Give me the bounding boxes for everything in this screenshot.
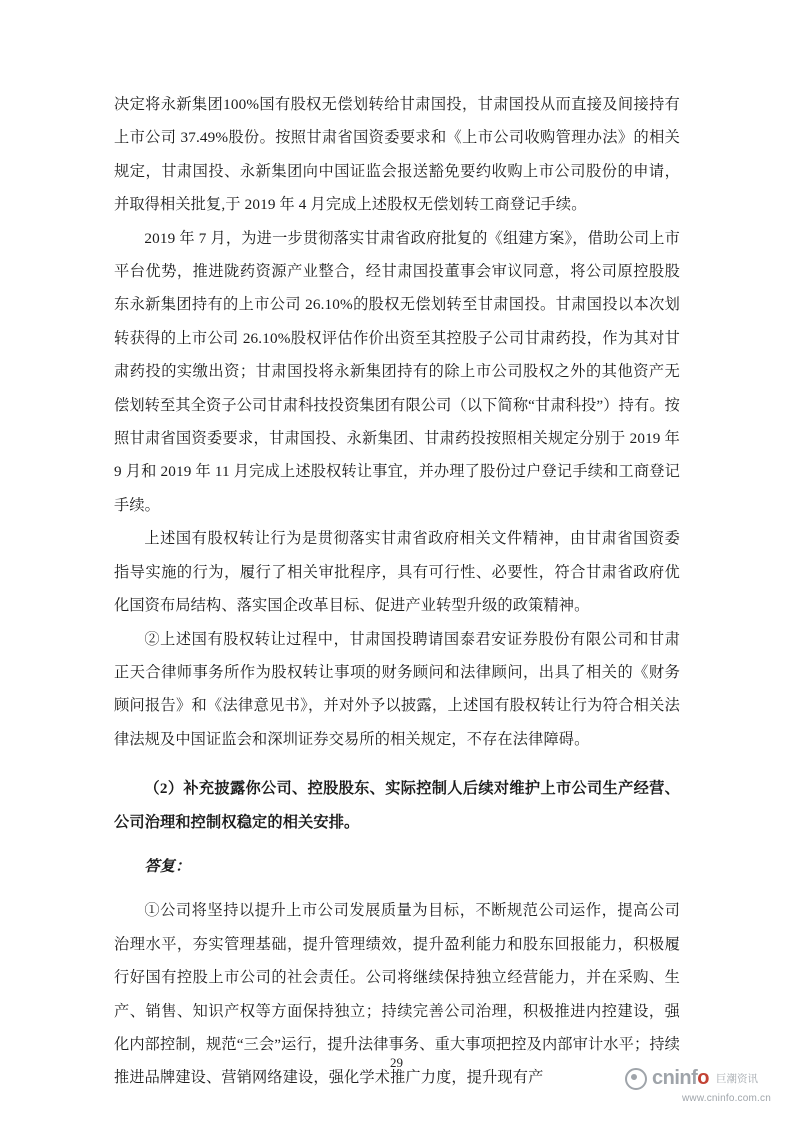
paragraph-5: ①公司将坚持以提升上市公司发展质量为目标，不断规范公司运作，提高公司治理水平，夯实管理基础，提升管理绩效，提升盈利能力和股东回报能力，积极履行好国有控股上市公司的社会责任。公司将继续保持独立经营能力，并在采购、生产、销售、知识产权等方面保持独立；持续完善公司治理，积极推进内控建设，强化内部控制，规范“三会”运行，提升法律事务、重大事项把控及内部审计水平；持续推进品牌建设、营销网络建设，强化学术推广力度，提升现有产 (114, 902, 680, 1087)
paragraph-1: 决定将永新集团100%国有股权无偿划转给甘肃国投，甘肃国投从而直接及间接持有上市公司 37.49%股份。按照甘肃省国资委要求和《上市公司收购管理办法》的相关规定，甘肃国投、永新集团向中国证监会报送豁免要约收购上市公司股份的申请，并取得相关批复,于 2019 年 4 月完成上述股权无偿划转工商登记手续。 (114, 96, 680, 214)
watermark-url: www.cninfo.com.cn (682, 1093, 771, 1104)
watermark (625, 1067, 771, 1104)
paragraph-3: 上述国有股权转让行为是贯彻落实甘肃省政府相关文件精神，由甘肃省国资委指导实施的行为，履行了相关审批程序，具有可行性、必要性，符合甘肃省政府优化国资布局结构、落实国企改革目标、促进产业转型升级的政策精神。 (114, 530, 680, 615)
page-number: 29 (390, 1055, 403, 1070)
paragraph-2: 2019 年 7 月，为进一步贯彻落实甘肃省政府批复的《组建方案》，借助公司上市平台优势，推进陇药资源产业整合，经甘肃国投董事会审议同意，将公司原控股股东永新集团持有的上市公司 26.10%的股权无偿划转至甘肃国投。甘肃国投以本次划转获得的上市公司 26.10%股权评估作价出资至其控股子公司甘肃药投，作为其对甘肃药投的实缴出资；甘肃国投将永新集团持有的除上市公司股权之外的其他资产无偿划转至其全资子公司甘肃科技投资集团有限公司（以下简称“甘肃科投”）持有。按照甘肃省国资委要求，甘肃国投、永新集团、甘肃药投按照相关规定分别于 2019 年 9 月和 2019 年 11 月完成上述股权转让事宜，并办理了股份过户登记手续和工商登记手续。 (114, 229, 680, 514)
watermark-logo-main: cninf (652, 1067, 698, 1089)
watermark-logo-row (625, 1067, 771, 1090)
section-spacer (114, 756, 680, 772)
watermark-logo-dot: o (697, 1067, 709, 1089)
answer-spacer (114, 839, 680, 850)
watermark-subtext: 巨潮资讯 (716, 1073, 758, 1085)
watermark-logo-text (652, 1067, 709, 1090)
answer-label: 答复： (144, 857, 191, 875)
paragraph-4: ②上述国有股权转让过程中，甘肃国投聘请国泰君安证券股份有限公司和甘肃正天合律师事务所作为股权转让事项的财务顾问和法律顾问，出具了相关的《财务顾问报告》和《法律意见书》，并对外予以披露，上述国有股权转让行为符合相关法律法规及中国证监会和深圳证券交易所的相关规定，不存在法律障碍。 (114, 630, 680, 748)
question-paragraph: （2）补充披露你公司、控股股东、实际控制人后续对维护上市公司生产经营、公司治理和控制权稳定的相关安排。 (114, 780, 680, 831)
answer-body-spacer (114, 883, 680, 894)
cninfo-mark-icon (625, 1068, 647, 1090)
document-body (114, 88, 680, 1095)
